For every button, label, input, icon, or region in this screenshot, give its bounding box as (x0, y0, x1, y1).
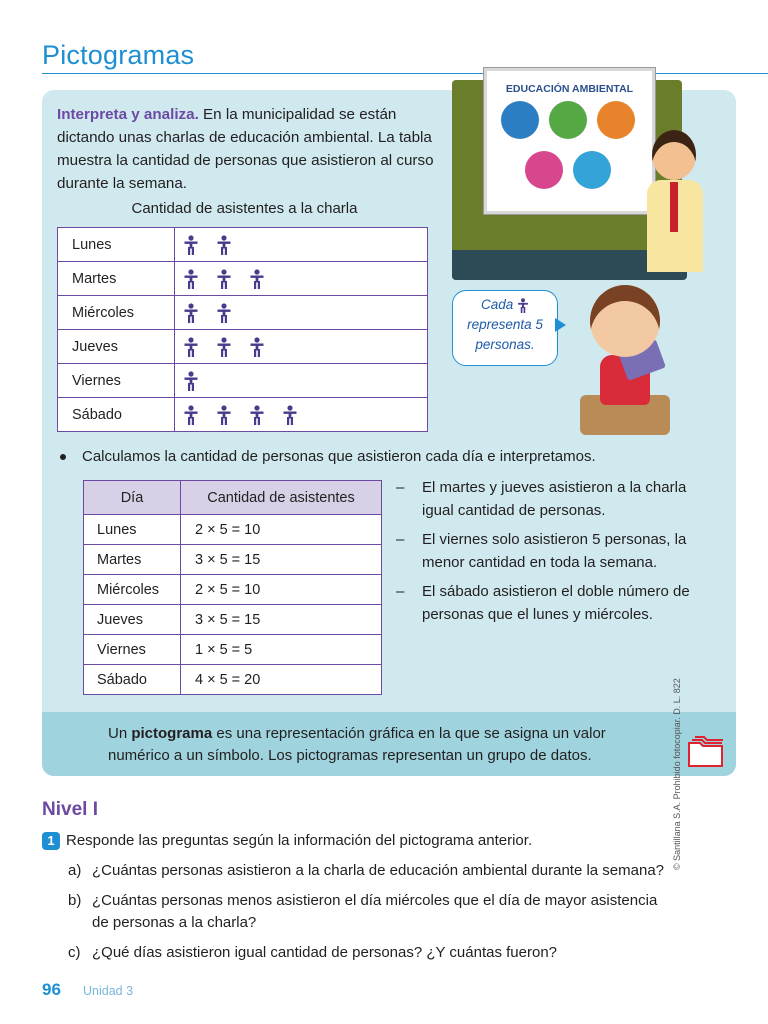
calc-expression: 1 × 5 = 5 (181, 635, 382, 665)
person-icon (183, 337, 199, 357)
calc-bullet (60, 448, 596, 465)
person-icon (216, 303, 232, 323)
exercise-number: 1 (42, 832, 60, 850)
interpretation-notes (396, 477, 696, 633)
board-circle-4 (525, 151, 563, 189)
bullet-dot (60, 454, 66, 460)
person-icon (249, 337, 265, 357)
note-item: – El viernes solo asistieron 5 personas, la menor cantidad en toda la semana. (396, 531, 687, 571)
calc-row (84, 515, 382, 545)
question-text: ¿Cuántas personas menos asistieron el día miércoles que el día de mayor asistencia (92, 892, 658, 909)
teacher-head (652, 130, 696, 180)
pictogram-icons (175, 228, 428, 262)
person-icon (282, 405, 298, 425)
calc-bullet-text: Calculamos la cantidad de personas que asistieron cada día e interpretamos. (82, 448, 596, 465)
question-a (68, 860, 738, 882)
calc-row (84, 575, 382, 605)
note-item: – El martes y jueves asistieron a la charla igual cantidad de personas. (396, 479, 687, 519)
calc-row (84, 605, 382, 635)
calc-day: Lunes (84, 515, 181, 545)
calc-expression: 2 × 5 = 10 (181, 515, 382, 545)
board-circle-2 (549, 101, 587, 139)
person-icon (249, 405, 265, 425)
pictogram-icons (175, 330, 428, 364)
person-icon (249, 269, 265, 289)
copyright-notice: © Santillana S.A. Prohibido fotocopiar. D. L. 822 (672, 678, 682, 870)
note-text: El sábado asistieron el doble número de personas que el lunes y miércoles. (422, 583, 690, 623)
pictogram-table (57, 227, 428, 432)
board-title: EDUCACIÓN AMBIENTAL (505, 83, 634, 95)
person-icon (216, 269, 232, 289)
teacher-tie (670, 182, 678, 232)
bubble-line3: personas. (475, 337, 535, 352)
folder-icon (686, 734, 726, 768)
pictogram-caption: Cantidad de asistentes a la charla (131, 200, 358, 217)
intro-lead: Interpreta y analiza. (57, 106, 199, 123)
teacher-illustration (452, 60, 732, 288)
exercise-prompt-text: Responde las preguntas según la información del pictograma anterior. (66, 832, 533, 849)
calculation-table (83, 480, 382, 695)
calc-expression: 4 × 5 = 20 (181, 665, 382, 695)
calc-expression: 3 × 5 = 15 (181, 605, 382, 635)
person-icon (183, 405, 199, 425)
page-title: Pictogramas (42, 40, 195, 70)
definition-text (108, 723, 668, 767)
note-text: El martes y jueves asistieron a la charla igual cantidad de personas. (422, 479, 687, 519)
calc-row (84, 635, 382, 665)
calc-day: Martes (84, 545, 181, 575)
intro-text: En la municipalidad se están dictando unas charlas de educación ambiental. La tabla muestra la cantidad de personas que asistieron al curso durante la semana. (57, 106, 434, 192)
question-letter: a) (68, 862, 82, 879)
calc-day: Miércoles (84, 575, 181, 605)
person-icon (216, 235, 232, 255)
person-icon (216, 337, 232, 357)
pictogram-icons (175, 398, 428, 432)
intro-paragraph (57, 103, 447, 195)
pictogram-row (58, 296, 428, 330)
calc-row (84, 545, 382, 575)
question-b (68, 890, 738, 934)
definition-before: Un (108, 725, 132, 742)
pictogram-day: Jueves (58, 330, 175, 364)
unit-label: Unidad 3 (83, 984, 134, 998)
definition-after: es una representación gráfica en la que se asigna un valor numérico a un símbolo. Los pictogramas representan un grupo de datos. (108, 725, 606, 764)
calc-expression: 2 × 5 = 10 (181, 575, 382, 605)
header-count: Cantidad de asistentes (181, 481, 382, 515)
pictogram-day: Miércoles (58, 296, 175, 330)
pictogram-icons (175, 262, 428, 296)
bubble-line2: representa 5 (467, 317, 543, 332)
pictogram-day: Viernes (58, 364, 175, 398)
note-text: El viernes solo asistieron 5 personas, la menor cantidad en toda la semana. (422, 531, 687, 571)
bubble-line1: Cada (480, 297, 514, 312)
level-heading: Nivel I (42, 799, 98, 820)
question-letter: c) (68, 944, 81, 961)
question-continuation: de personas a la charla? (92, 914, 257, 931)
pictogram-day: Sábado (58, 398, 175, 432)
calc-day: Jueves (84, 605, 181, 635)
board-circle-1 (501, 101, 539, 139)
board-circle-5 (573, 151, 611, 189)
person-icon (183, 303, 199, 323)
question-text: ¿Cuántas personas asistieron a la charla de educación ambiental durante la semana? (92, 862, 665, 879)
calc-day: Sábado (84, 665, 181, 695)
legend-bubble (452, 290, 558, 366)
bubble-tail (555, 318, 566, 332)
note-item: – El sábado asistieron el doble número de personas que el lunes y miércoles. (396, 583, 690, 623)
question-letter: b) (68, 892, 82, 909)
pictogram-day: Martes (58, 262, 175, 296)
pictogram-row (58, 330, 428, 364)
exercise-prompt (42, 832, 532, 850)
pictogram-day: Lunes (58, 228, 175, 262)
pictogram-row (58, 398, 428, 432)
pictogram-icons (175, 296, 428, 330)
girl-head (590, 285, 660, 357)
pictogram-row (58, 364, 428, 398)
person-icon (183, 269, 199, 289)
presentation-board (484, 68, 655, 214)
person-icon (216, 405, 232, 425)
header-day: Día (84, 481, 181, 515)
page-number: 96 (42, 980, 61, 999)
pictogram-icons (175, 364, 428, 398)
pictogram-row (58, 262, 428, 296)
pictogram-row (58, 228, 428, 262)
question-text: ¿Qué días asistieron igual cantidad de personas? ¿Y cuántas fueron? (92, 944, 558, 961)
board-circle-3 (597, 101, 635, 139)
person-icon (517, 297, 529, 314)
calc-expression: 3 × 5 = 15 (181, 545, 382, 575)
definition-term: pictograma (131, 725, 213, 742)
question-c (68, 942, 738, 964)
person-icon (183, 371, 199, 391)
calc-day: Viernes (84, 635, 181, 665)
calc-row (84, 665, 382, 695)
person-icon (183, 235, 199, 255)
